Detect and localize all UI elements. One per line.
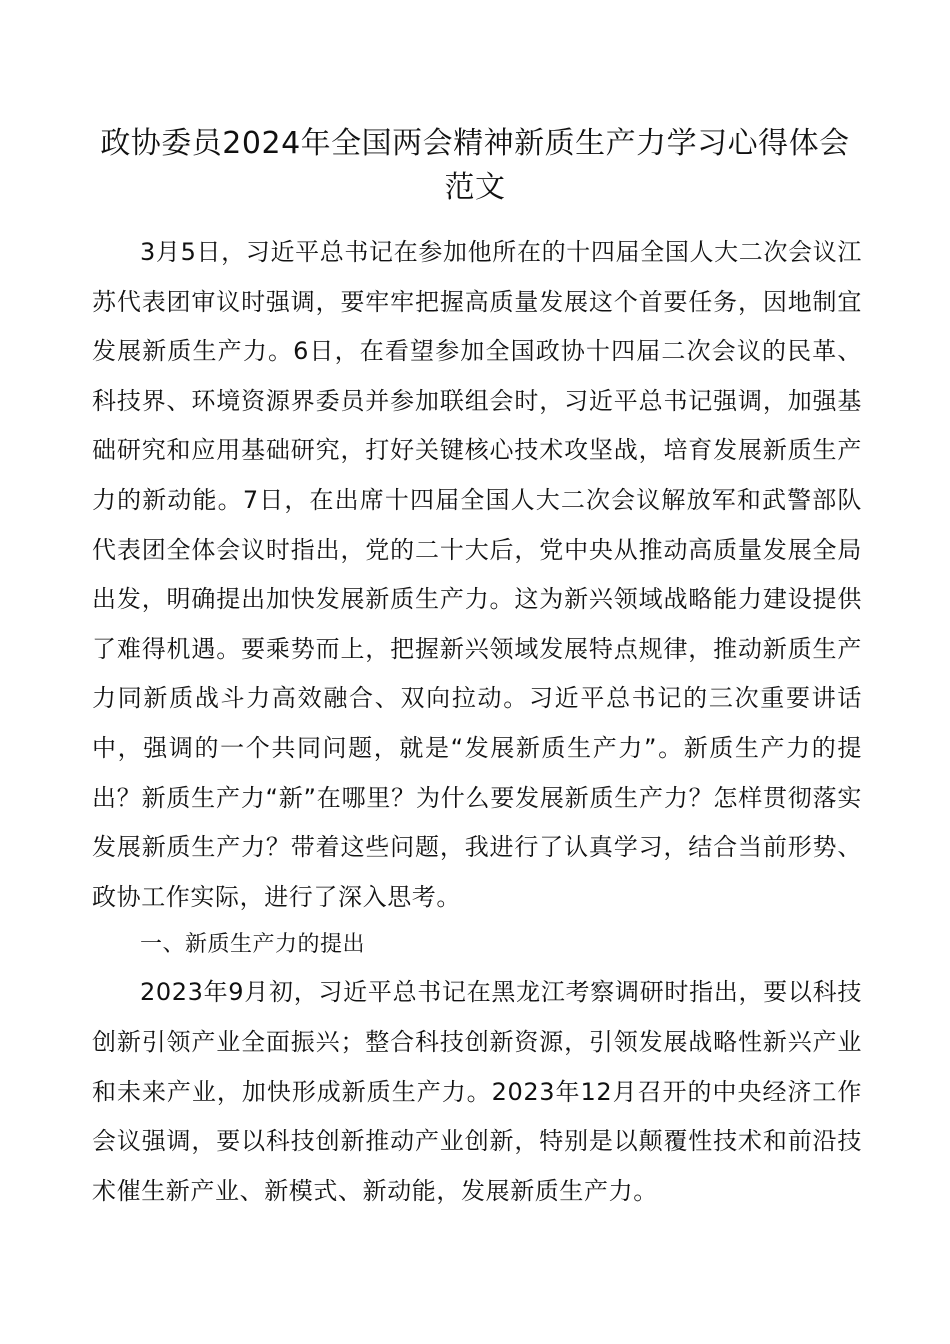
section-heading: 一、新质生产力的提出 <box>140 932 366 958</box>
document-title: 政协委员2024年全国两会精神新质生产力学习心得体会范文 <box>100 126 850 205</box>
document-body <box>92 228 862 1216</box>
body-paragraph: 2023年9月初，习近平总书记在黑龙江考察调研时指出，要以科技创新引领产业全面振兴；整合科技创新资源，引领发展战略性新兴产业和未来产业，加快形成新质生产力。2023年12月召开的中央经济工作会议强调，要以科技创新推动产业创新，特别是以颠覆性技术和前沿技术催生新产业、新模式、新动能，发展新质生产力。 <box>92 978 862 1205</box>
body-paragraph: 3月5日，习近平总书记在参加他所在的十四届全国人大二次会议江苏代表团审议时强调，要牢牢把握高质量发展这个首要任务，因地制宜发展新质生产力。6日，在看望参加全国政协十四届二次会议的民革、科技界、环境资源界委员并参加联组会时，习近平总书记强调，加强基础研究和应用基础研究，打好关键核心技术攻坚战，培育发展新质生产力的新动能。7日，在出席十四届全国人大二次会议解放军和武警部队代表团全体会议时指出，党的二十大后，党中央从推动高质量发展全局出发，明确提出加快发展新质生产力。这为新兴领域战略能力建设提供了难得机遇。要乘势而上，把握新兴领域发展特点规律，推动新质生产力同新质战斗力高效融合、双向拉动。习近平总书记的三次重要讲话中，强调的一个共同问题，就是“发展新质生产力”。新质生产力的提出？新质生产力“新”在哪里？为什么要发展新质生产力？怎样贯彻落实发展新质生产力？带着这些问题，我进行了认真学习，结合当前形势、政协工作实际，进行了深入思考。 <box>92 238 862 911</box>
